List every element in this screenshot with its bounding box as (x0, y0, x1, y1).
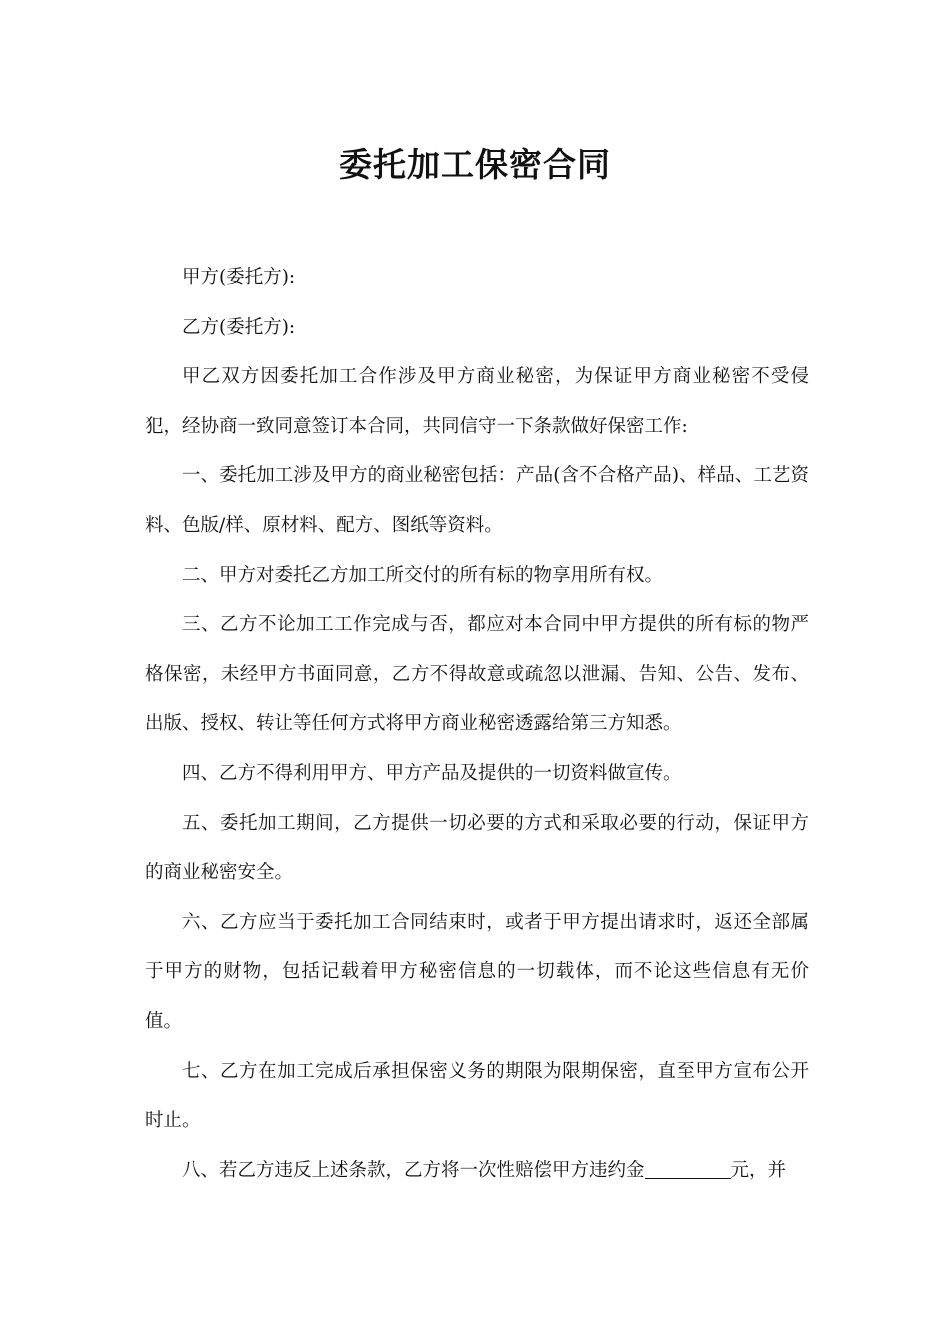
party-a-line: 甲方(委托方): (182, 267, 296, 288)
clause-5: 五、委托加工期间，乙方提供一切必要的方式和采取必要的行动，保证甲方的商业秘密安全。 (145, 812, 809, 884)
document-title: 委托加工保密合同 (339, 145, 611, 184)
preamble-paragraph: 甲乙双方因委托加工合作涉及甲方商业秘密，为保证甲方商业秘密不受侵犯，经协商一致同意签订本合同，共同信守一下条款做好保密工作: (145, 366, 809, 437)
clause-6: 六、乙方应当于委托加工合同结束时，或者于甲方提出请求时，返还全部属于甲方的财物，包括记载着甲方秘密信息的一切载体，而不论这些信息有无价值。 (145, 911, 809, 1032)
contract-body (145, 253, 809, 1195)
clause-1: 一、委托加工涉及甲方的商业秘密包括：产品(含不合格产品)、样品、工艺资料、色版/样、原材料、配方、图纸等资料。 (145, 465, 809, 536)
clause-2: 二、甲方对委托乙方加工所交付的所有标的物享用所有权。 (182, 564, 664, 586)
clause-8 (145, 1146, 809, 1196)
penalty-amount-blank (645, 1159, 731, 1179)
clause-7: 七、乙方在加工完成后承担保密义务的期限为限期保密，直至甲方宣布公开时止。 (145, 1060, 809, 1132)
clause-8-text-before: 八、若乙方违反上述条款，乙方将一次性赔偿甲方违约金 (182, 1159, 645, 1181)
clause-4: 四、乙方不得利用甲方、甲方产品及提供的一切资料做宣传。 (182, 762, 682, 784)
party-b-line: 乙方(委托方): (182, 316, 296, 338)
clause-3: 三、乙方不论加工工作完成与否，都应对本合同中甲方提供的所有标的物严格保密，未经甲方书面同意，乙方不得故意或疏忽以泄漏、告知、公告、发布、出版、授权、转让等任何方式将甲方商业秘密透露给第三方知悉。 (145, 614, 809, 735)
clause-8-text-after: 元，并 (730, 1159, 787, 1181)
